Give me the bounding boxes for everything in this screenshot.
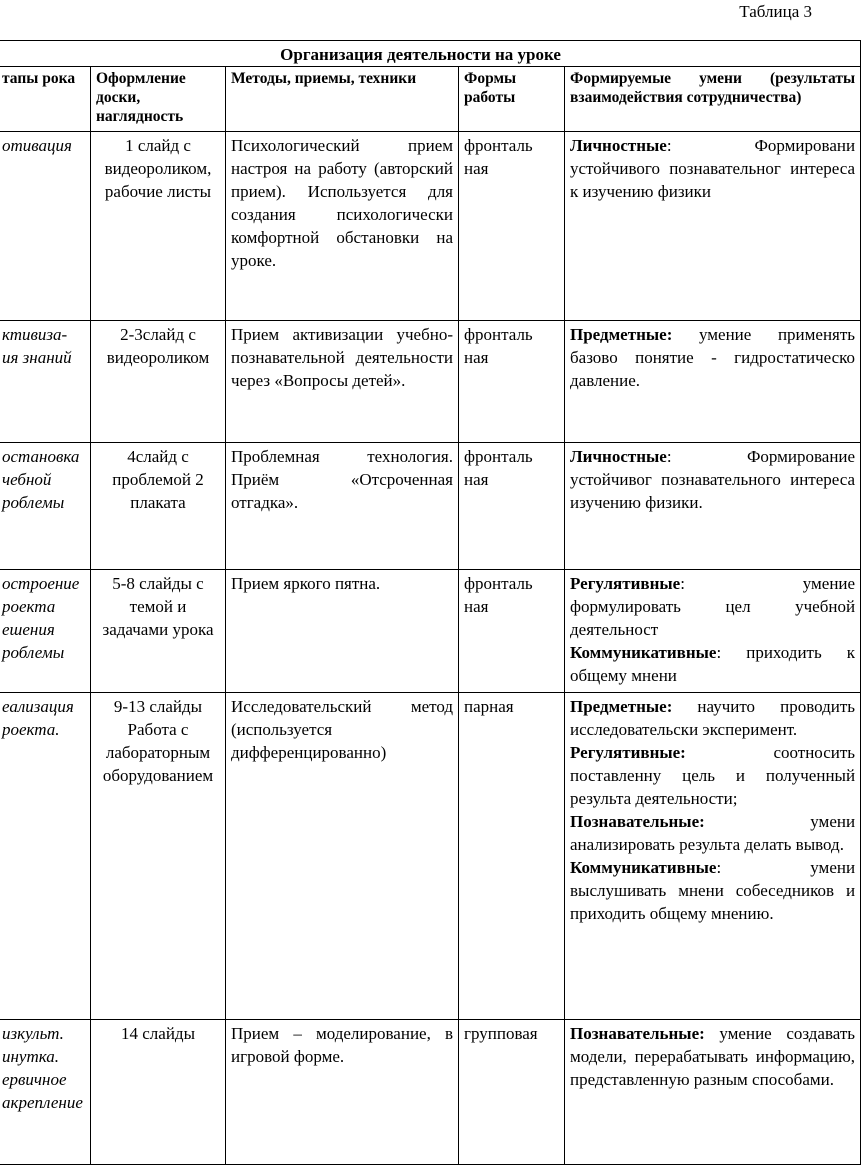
- table-row: [0, 443, 861, 570]
- board-cell: 4слайд с проблемой 2 плаката: [91, 443, 226, 570]
- skill-label: Регулятивные: [570, 574, 681, 593]
- header-stage: тапы рока: [0, 67, 91, 132]
- methods-cell: Прием – моделирование, в игровой форме.: [226, 1020, 459, 1165]
- stage-cell: отивация: [0, 132, 91, 321]
- table-title: Организация деятельности на уроке: [0, 41, 861, 67]
- forms-cell: фронталь ная: [459, 132, 565, 321]
- skills-cell: [565, 321, 861, 443]
- skill-entry: [570, 695, 855, 741]
- header-board: Оформление доски, наглядность: [91, 67, 226, 132]
- table-row: [0, 693, 861, 1020]
- skill-entry: [570, 445, 855, 514]
- stage-cell: остановка чебной роблемы: [0, 443, 91, 570]
- skills-cell: [565, 693, 861, 1020]
- table-row: [0, 1020, 861, 1165]
- header-forms: Формы работы: [459, 67, 565, 132]
- methods-cell: Психологический прием настроя на работу (авторский прием). Используется для создания психологически комфортной обстановки на уроке.: [226, 132, 459, 321]
- skill-entry: [570, 134, 855, 203]
- skills-cell: [565, 132, 861, 321]
- skill-text: умение создавать модели, перерабатывать информацию, представленную разным способами.: [570, 1024, 856, 1089]
- lesson-organization-table: [0, 40, 861, 1165]
- skill-label: Предметные:: [570, 325, 673, 344]
- forms-cell: фронталь ная: [459, 321, 565, 443]
- skill-text: : приходить к общему мнени: [570, 643, 856, 685]
- board-cell: 2-3слайд с видеороликом: [91, 321, 226, 443]
- skill-entry: [570, 741, 855, 810]
- skill-label: Познавательные:: [570, 1024, 705, 1043]
- forms-cell: групповая: [459, 1020, 565, 1165]
- skill-text: : Формирование устойчивог познавательного интереса изучению физики.: [570, 447, 856, 512]
- skills-cell: [565, 1020, 861, 1165]
- skill-entry: [570, 323, 855, 392]
- skill-text: : умение формулировать цел учебной деятельност: [570, 574, 856, 639]
- skill-label: Коммуникативные: [570, 858, 717, 877]
- header-methods: Методы, приемы, техники: [226, 67, 459, 132]
- skill-text: : Формировани устойчивого познавательног интереса к изучению физики: [570, 136, 856, 201]
- board-cell: 9-13 слайды Работа с лабораторным оборудованием: [91, 693, 226, 1020]
- methods-cell: Исследовательский метод (используется дифференцированно): [226, 693, 459, 1020]
- board-cell: 14 слайды: [91, 1020, 226, 1165]
- skill-label: Личностные: [570, 136, 667, 155]
- skill-text: : умени выслушивать мнени собеседников и приходить общему мнению.: [570, 858, 856, 923]
- skills-cell: [565, 570, 861, 693]
- stage-cell: изкульт. инутка. ервичное акрепление: [0, 1020, 91, 1165]
- forms-cell: фронталь ная: [459, 443, 565, 570]
- table-row: [0, 132, 861, 321]
- table-row: [0, 570, 861, 693]
- stage-cell: еализация роекта.: [0, 693, 91, 1020]
- skill-label: Коммуникативные: [570, 643, 717, 662]
- forms-cell: парная: [459, 693, 565, 1020]
- skill-label: Предметные:: [570, 697, 673, 716]
- table-number: Таблица 3: [739, 2, 812, 21]
- table-row: [0, 321, 861, 443]
- methods-cell: Проблемная технология. Приём «Отсроченная отгадка».: [226, 443, 459, 570]
- header-row: [0, 67, 861, 132]
- methods-cell: Прием активизации учебно-познавательной деятельности через «Вопросы детей».: [226, 321, 459, 443]
- skill-label: Регулятивные:: [570, 743, 686, 762]
- skill-entry: [570, 856, 855, 925]
- skill-text: соотносить поставленну цель и полученный результа деятельности;: [570, 743, 856, 808]
- stage-cell: остроение роекта ешения роблемы: [0, 570, 91, 693]
- table-body: [0, 132, 861, 1165]
- skill-label: Познавательные:: [570, 812, 705, 831]
- skill-entry: [570, 1022, 855, 1091]
- skill-label: Личностные: [570, 447, 667, 466]
- skill-entry: [570, 810, 855, 856]
- board-cell: 1 слайд с видеороликом, рабочие листы: [91, 132, 226, 321]
- skill-text: умение применять базово понятие - гидростатическо давление.: [570, 325, 856, 390]
- methods-cell: Прием яркого пятна.: [226, 570, 459, 693]
- board-cell: 5-8 слайды с темой и задачами урока: [91, 570, 226, 693]
- skill-text: умени анализировать результа делать вывод.: [570, 812, 856, 854]
- skill-entry: [570, 641, 855, 687]
- header-skills: Формируемые умени (результаты взаимодействия сотрудничества): [565, 67, 861, 132]
- forms-cell: фронталь ная: [459, 570, 565, 693]
- skill-entry: [570, 572, 855, 641]
- skills-cell: [565, 443, 861, 570]
- stage-cell: ктивиза- ия знаний: [0, 321, 91, 443]
- skill-text: научито проводить исследовательски эксперимент.: [570, 697, 856, 739]
